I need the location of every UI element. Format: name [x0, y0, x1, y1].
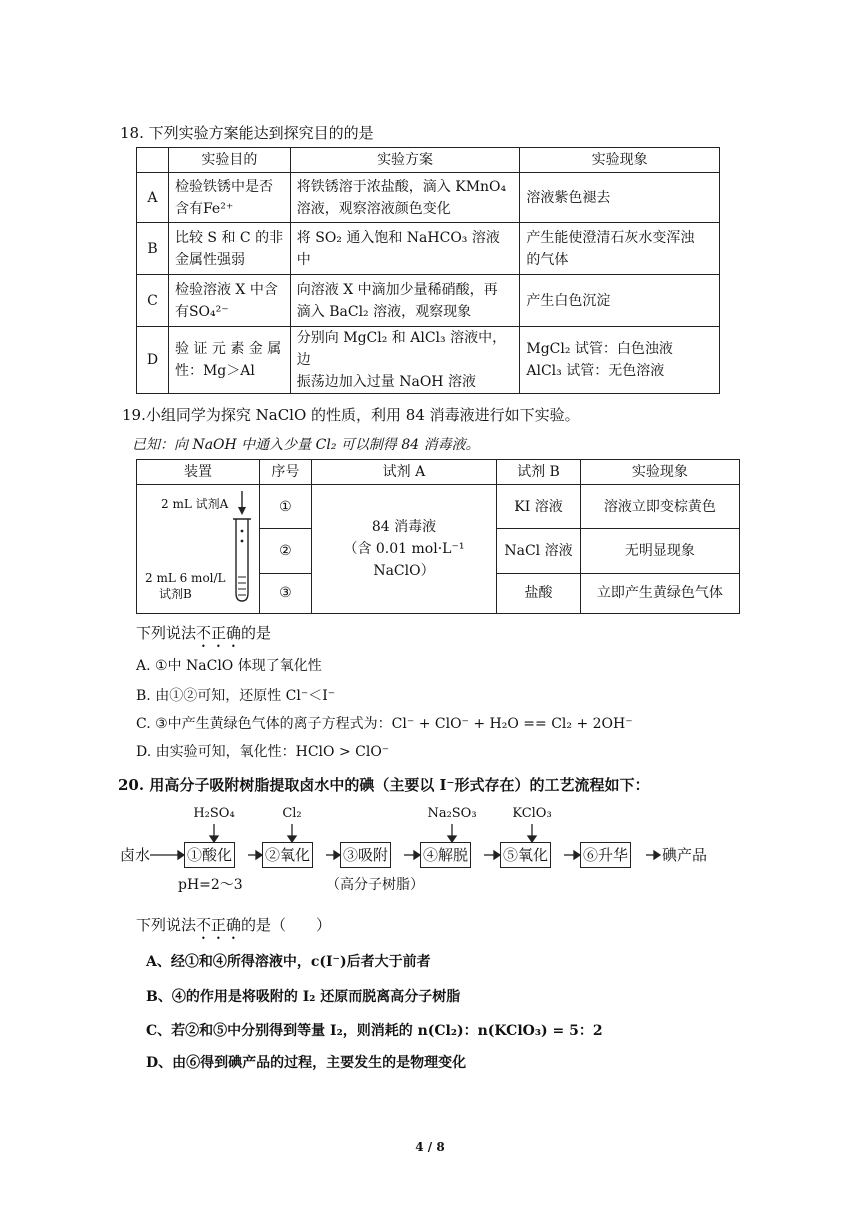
- flow-step-3: ③吸附: [340, 842, 391, 868]
- q19-header-num: 序号: [260, 460, 312, 485]
- q20-flow-diagram: [120, 804, 740, 896]
- q18-header-empty: [137, 148, 169, 173]
- q19-option-a: A. ①中 NaClO 体现了氧化性: [136, 658, 322, 674]
- q20-option-d: D、由⑥得到碘产品的过程，主要发生的是物理变化: [146, 1055, 467, 1071]
- result-line: 的气体: [526, 251, 569, 268]
- reagent-a-cell: [311, 485, 496, 614]
- plan-line: 将 SO₂ 通入饱和 NaHCO₃ 溶液中: [296, 230, 500, 268]
- question-text: 的是（ ）: [241, 916, 332, 934]
- reagent-a-line: （含 0.01 mol·L⁻¹ NaClO）: [343, 541, 465, 579]
- flow-start: 卤水: [120, 846, 151, 864]
- purpose-line: 含有Fe²⁺: [174, 200, 234, 217]
- table-row: [137, 327, 720, 394]
- flow-reagent: Na₂SO₃: [427, 806, 477, 821]
- question-text: 下列说法: [136, 624, 197, 642]
- question-text: 的是: [241, 624, 272, 642]
- row-label: A: [137, 173, 169, 223]
- apparatus-top-label: 2 mL 试剂A: [161, 497, 229, 511]
- flow-step-4: ④解脱: [420, 842, 471, 868]
- purpose-line: 检验溶液 X 中含: [174, 281, 278, 298]
- flow-step-5: ⑤氧化: [500, 842, 551, 868]
- page-number: 4 / 8: [415, 1140, 445, 1154]
- purpose-line: 验 证 元 素 金 属: [174, 341, 282, 357]
- q20-stem: 20. 用高分子吸附树脂提取卤水中的碘（主要以 I⁻形式存在）的工艺流程如下：: [118, 776, 650, 794]
- plan-line: 振荡边加入过量 NaOH 溶液: [296, 374, 476, 390]
- result-cell: 无明显现象: [580, 529, 739, 573]
- q19-stem: 19.小组同学为探究 NaClO 的性质，利用 84 消毒液进行如下实验。: [122, 406, 580, 424]
- row-num: ③: [260, 573, 312, 613]
- q20-question: [136, 914, 331, 943]
- q19-option-d: D. 由实验可知，氧化性：HClO > ClO⁻: [136, 744, 390, 760]
- question-emphasis: 不正确: [196, 624, 242, 642]
- row-label: B: [137, 223, 169, 275]
- purpose-cell: [168, 275, 290, 327]
- row-num: ①: [260, 485, 312, 529]
- q19-header-result: 实验现象: [580, 460, 739, 485]
- table-row: [137, 173, 720, 223]
- purpose-line: 性：Mg＞Al: [174, 363, 255, 379]
- q19-header-reagent-a: 试剂 A: [311, 460, 496, 485]
- q19-option-b: B. 由①②可知，还原性 Cl⁻＜I⁻: [136, 688, 336, 704]
- q19-known: 已知：向 NaOH 中通入少量 Cl₂ 可以制得 84 消毒液。: [132, 437, 480, 453]
- table-row: [137, 275, 720, 327]
- result-line: 产生能使澄清石灰水变浑浊: [526, 229, 695, 246]
- flow-step-6: ⑥升华: [580, 842, 631, 868]
- q19-header-apparatus: 装置: [137, 460, 260, 485]
- q18-header-purpose: 实验目的: [168, 148, 290, 173]
- plan-line: 溶液，观察溶液颜色变化: [296, 200, 451, 217]
- plan-cell: [290, 223, 520, 275]
- reagent-b-cell: 盐酸: [497, 573, 581, 613]
- result-line: AlCl₃ 试管：无色溶液: [526, 363, 665, 379]
- question-emphasis: 不正确: [196, 916, 242, 934]
- purpose-cell: [168, 173, 290, 223]
- flow-reagent: Cl₂: [282, 806, 302, 821]
- q19-option-c: C. ③中产生黄绿色气体的离子方程式为：Cl⁻ + ClO⁻ + H₂O == Cl₂ + 2OH⁻: [136, 716, 633, 732]
- q19-header-reagent-b: 试剂 B: [497, 460, 581, 485]
- result-cell: [520, 173, 720, 223]
- plan-line: 滴入 BaCl₂ 溶液，观察现象: [296, 303, 472, 320]
- q18-header-plan: 实验方案: [290, 148, 520, 173]
- q18-table: [136, 147, 720, 394]
- flow-step-1: ①酸化: [184, 842, 235, 868]
- plan-line: 将铁锈溶于浓盐酸，滴入 KMnO₄: [296, 178, 507, 195]
- flow-note-resin: （高分子树脂）: [326, 877, 424, 893]
- apparatus-bottom-label: 2 mL 6 mol/L: [145, 571, 226, 585]
- q20-option-c: C、若②和⑤中分别得到等量 I₂，则消耗的 n(Cl₂)：n(KClO₃) = 5：2: [146, 1023, 603, 1039]
- plan-cell: [290, 275, 520, 327]
- plan-cell: [290, 173, 520, 223]
- q20-option-b: B、④的作用是将吸附的 I₂ 还原而脱离高分子树脂: [146, 989, 461, 1005]
- q19-question: [136, 622, 271, 651]
- flow-reagent: KClO₃: [512, 806, 552, 821]
- apparatus-cell: [137, 485, 260, 614]
- table-row: [137, 485, 740, 529]
- question-text: 下列说法: [136, 916, 197, 934]
- result-cell: [520, 327, 720, 394]
- purpose-line: 检验铁锈中是否: [174, 178, 273, 195]
- q20-option-a: A、经①和④所得溶液中，c(I⁻)后者大于前者: [146, 954, 431, 970]
- purpose-line: 金属性强弱: [174, 251, 245, 268]
- plan-line: 分别向 MgCl₂ 和 AlCl₃ 溶液中，边: [296, 330, 507, 368]
- reagent-b-cell: NaCl 溶液: [497, 529, 581, 573]
- reagent-b-cell: KI 溶液: [497, 485, 581, 529]
- result-cell: 立即产生黄绿色气体: [580, 573, 739, 613]
- row-label: C: [137, 275, 169, 327]
- flow-reagent: H₂SO₄: [193, 806, 235, 821]
- q18-header-row: [137, 148, 720, 173]
- plan-line: 向溶液 X 中滴加少量稀硝酸，再: [296, 281, 498, 298]
- row-label: D: [137, 327, 169, 394]
- flow-step-2: ②氧化: [262, 842, 313, 868]
- test-tube-icon: [227, 489, 257, 607]
- q19-table: [136, 459, 740, 614]
- result-cell: [520, 275, 720, 327]
- row-num: ②: [260, 529, 312, 573]
- result-cell: 溶液立即变棕黄色: [580, 485, 739, 529]
- purpose-cell: [168, 223, 290, 275]
- flow-end: 碘产品: [662, 846, 708, 864]
- flow-note-ph: pH=2～3: [178, 877, 243, 893]
- result-cell: [520, 223, 720, 275]
- q18-stem: 18. 下列实验方案能达到探究目的的是: [120, 124, 374, 142]
- apparatus-diagram: [137, 485, 259, 613]
- q19-header-row: [137, 460, 740, 485]
- table-row: [137, 223, 720, 275]
- reagent-a-line: 84 消毒液: [371, 519, 437, 535]
- purpose-cell: [168, 327, 290, 394]
- result-line: 溶液紫色褪去: [526, 189, 611, 206]
- purpose-line: 比较 S 和 C 的非: [174, 229, 284, 246]
- q18-header-result: 实验现象: [520, 148, 720, 173]
- purpose-line: 有SO₄²⁻: [174, 303, 229, 320]
- result-line: MgCl₂ 试管：白色浊液: [526, 341, 673, 357]
- plan-cell: [290, 327, 520, 394]
- apparatus-bottom-label: 试剂B: [159, 587, 192, 601]
- result-line: 产生白色沉淀: [526, 292, 611, 309]
